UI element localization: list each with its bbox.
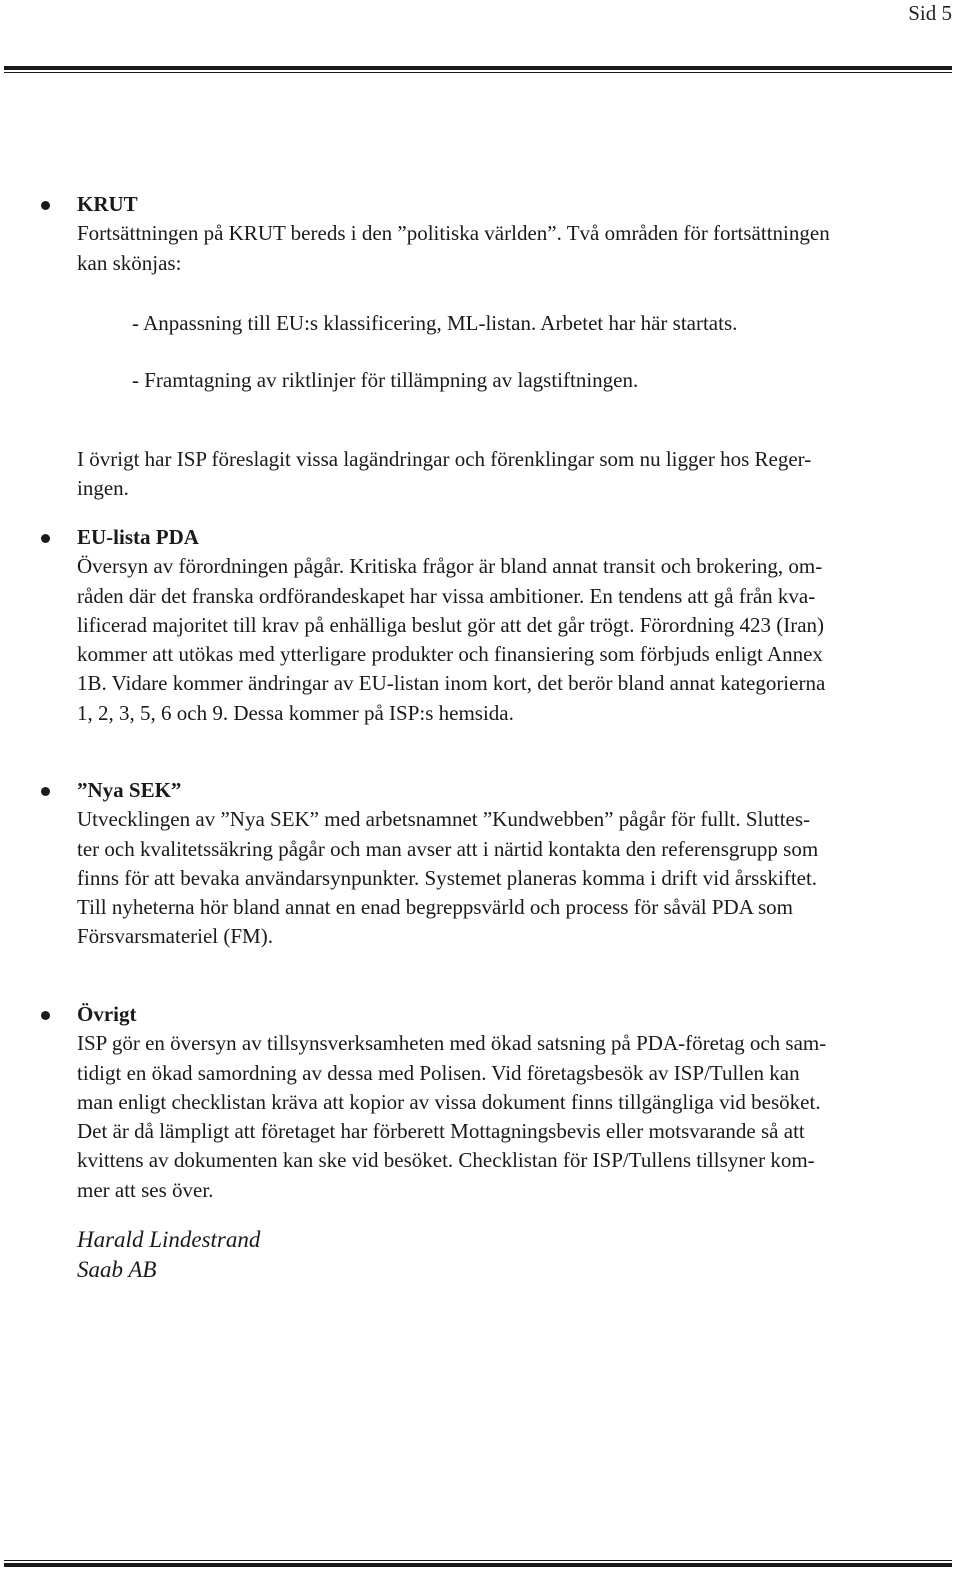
sek-line-4: Till nyheterna hör bland annat en enad begreppsvärld och process för såväl PDA som [77,895,793,920]
section-eu-lista [77,523,947,728]
eu-line-1: Översyn av förordningen pågår. Kritiska frågor är bland annat transit och brokering, om- [77,554,823,579]
eu-line-6: 1, 2, 3, 5, 6 och 9. Dessa kommer på ISP:s hemsida. [77,700,514,725]
section-nya-sek [77,776,947,952]
heading-krut: KRUT [77,192,138,216]
bullet-nya-sek [41,787,50,796]
krut-note [77,445,947,504]
footer-rule [4,1560,952,1567]
ovrigt-line-6: mer att ses över. [77,1177,214,1202]
krut-note-line-2: ingen. [77,476,129,501]
krut-item-2: - Framtagning av riktlinjer för tillämpning av lagstiftningen. [132,368,639,392]
krut-line-1: Fortsättningen på KRUT bereds i den ”politiska världen”. Två områden för fortsättningen [77,221,830,246]
eu-line-3: lificerad majoritet till krav på enhälliga beslut gör att det går trögt. Förordning 423 (Iran) [77,612,825,637]
krut-note-line-1: I övrigt har ISP föreslagit vissa lagändringar och förenklingar som nu ligger hos Reger- [77,447,812,471]
section-krut [77,190,947,278]
sek-line-1: Utvecklingen av ”Nya SEK” med arbetsnamnet ”Kundwebben” pågår för fullt. Sluttes- [77,807,811,832]
bullet-ovrigt [41,1011,50,1020]
ovrigt-line-2: tidigt en ökad samordning av dessa med Polisen. Vid företagsbesök av ISP/Tullen kan [77,1060,800,1085]
signature-company: Saab AB [77,1256,157,1282]
signature-name: Harald Lindestrand [77,1227,261,1252]
ovrigt-line-4: Det är då lämpligt att företaget har förberett Mottagningsbevis eller motsvarande så att [77,1119,805,1144]
ovrigt-line-1: ISP gör en översyn av tillsynsverksamheten med ökad satsning på PDA-företag och sam- [77,1031,827,1056]
bullet-eu-lista [41,534,50,543]
signature [77,1225,260,1284]
page-number: Sid 5 [908,1,952,25]
heading-nya-sek: ”Nya SEK” [77,778,182,802]
eu-line-4: kommer att utökas med ytterligare produkter och finansiering som förbjuds enligt Annex [77,642,823,667]
sek-line-5: Försvarsmateriel (FM). [77,924,273,949]
krut-line-2: kan skönjas: [77,250,182,275]
header-rule [4,66,952,73]
eu-line-2: råden där det franska ordförandeskapet har vissa ambitioner. En tendens att gå från kva- [77,583,816,608]
krut-item-1: - Anpassning till EU:s klassificering, ML-listan. Arbetet har här startats. [132,311,738,335]
section-ovrigt [77,1000,947,1205]
bullet-krut [41,201,50,210]
ovrigt-line-3: man enligt checklistan kräva att kopior av vissa dokument finns tillgängliga vid besöket. [77,1089,821,1114]
eu-line-5: 1B. Vidare kommer ändringar av EU-listan inom kort, det berör bland annat kategorierna [77,671,826,696]
sek-line-2: ter och kvalitetssäkring pågår och man avser att i närtid kontakta den referensgrupp som [77,836,819,861]
heading-eu-lista: EU-lista PDA [77,525,199,549]
heading-ovrigt: Övrigt [77,1002,137,1026]
sek-line-3: finns för att bevaka användarsynpunkter. Systemet planeras komma i drift vid årsskiftet. [77,865,818,890]
ovrigt-line-5: kvittens av dokumenten kan ske vid besöket. Checklistan för ISP/Tullens tillsyner kom- [77,1148,815,1173]
